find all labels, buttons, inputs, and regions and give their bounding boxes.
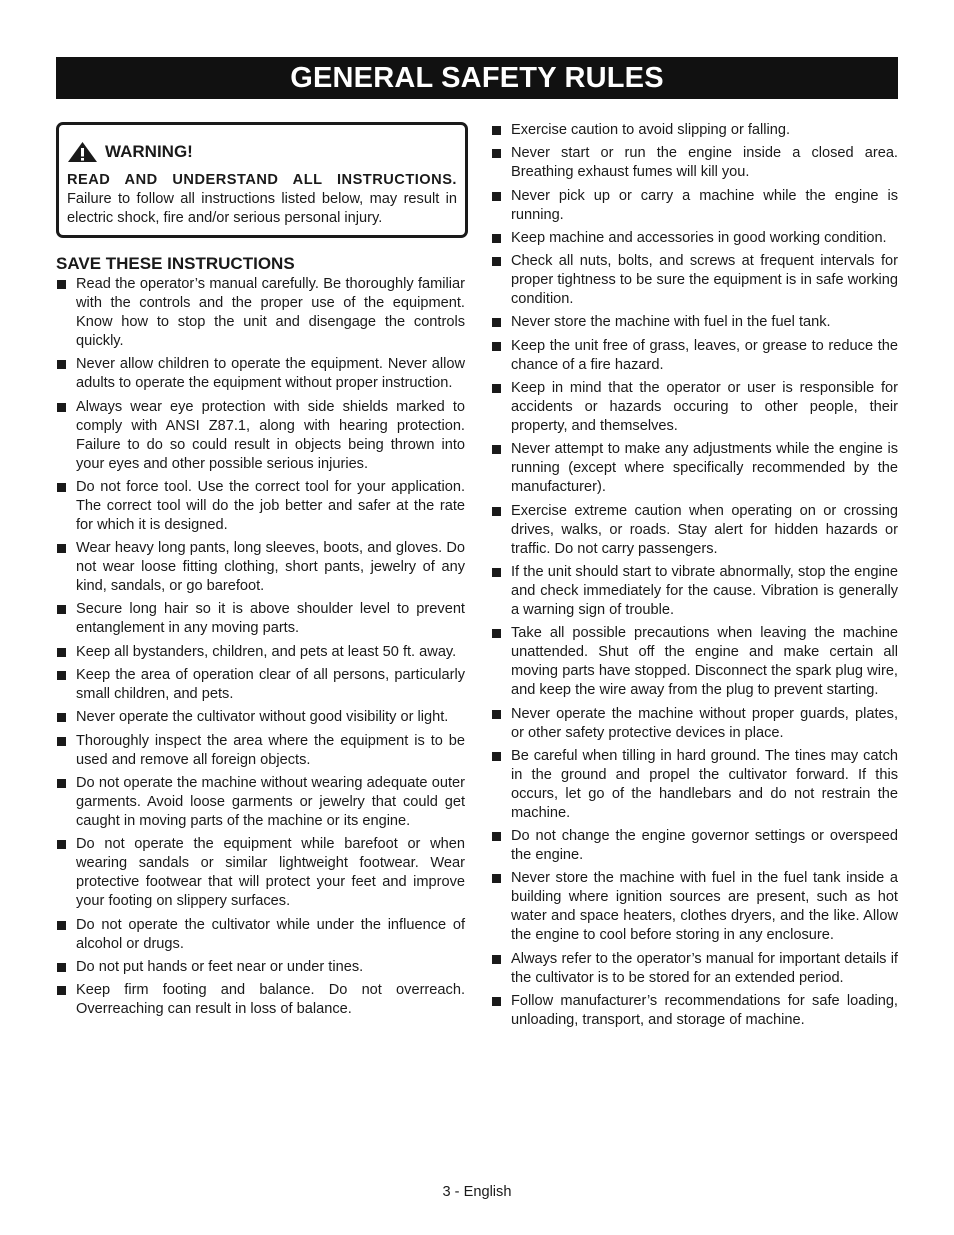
list-item bbox=[56, 478, 465, 535]
list-item bbox=[491, 252, 898, 309]
bullet-square-icon bbox=[57, 671, 66, 680]
list-item-text: Keep all bystanders, children, and pets at least 50 ft. away. bbox=[76, 643, 457, 660]
list-item bbox=[56, 539, 465, 596]
bullet-square-icon bbox=[57, 921, 66, 930]
list-item bbox=[56, 916, 465, 954]
warning-lead: READ AND UNDERSTAND ALL INSTRUCTIONS. bbox=[67, 172, 457, 188]
list-item bbox=[491, 992, 898, 1030]
right-column bbox=[491, 121, 898, 1034]
bullet-square-icon bbox=[492, 568, 501, 577]
list-item bbox=[491, 313, 898, 332]
list-item bbox=[491, 187, 898, 225]
list-item-text: Always wear eye protection with side shields marked to comply with ANSI Z87.1, along with hearing protection. Failure to do so could result in objects being thrown into your eyes and other possible serious injuries. bbox=[76, 398, 465, 472]
list-item bbox=[491, 144, 898, 182]
left-column bbox=[56, 122, 465, 1023]
list-item-text: Do not change the engine governor settings or overspeed the engine. bbox=[511, 828, 898, 864]
list-item bbox=[491, 379, 898, 436]
list-item-text: Be careful when tilling in hard ground. The tines may catch in the ground and propel the cultivator forward. If this occurs, let go of the handlebars and do not restrain the machine. bbox=[511, 747, 898, 821]
list-item bbox=[491, 563, 898, 620]
list-item-text: Keep machine and accessories in good working condition. bbox=[511, 229, 887, 246]
bullet-square-icon bbox=[57, 648, 66, 657]
list-item bbox=[491, 827, 898, 865]
list-item bbox=[56, 600, 465, 638]
bullet-square-icon bbox=[57, 713, 66, 722]
bullet-square-icon bbox=[492, 257, 501, 266]
list-item-text: Take all possible precautions when leaving the machine unattended. Shut off the engine and make certain all moving parts have stopped. Disconnect the spark plug wire, and keep the wire away from the plug to prevent starting. bbox=[511, 625, 898, 699]
page-title: GENERAL SAFETY RULES bbox=[290, 61, 664, 94]
list-item bbox=[491, 229, 898, 248]
list-item bbox=[491, 705, 898, 743]
bullet-square-icon bbox=[492, 318, 501, 327]
bullet-square-icon bbox=[57, 544, 66, 553]
bullet-square-icon bbox=[57, 605, 66, 614]
warning-triangle-icon bbox=[67, 141, 98, 163]
list-item-text: If the unit should start to vibrate abnormally, stop the engine and check immediately for the cause. Vibration is generally a warning sign of trouble. bbox=[511, 563, 898, 618]
list-item-text: Never operate the cultivator without good visibility or light. bbox=[76, 709, 449, 726]
bullet-square-icon bbox=[492, 955, 501, 964]
list-item bbox=[491, 950, 898, 988]
warning-body bbox=[67, 171, 457, 228]
bullet-square-icon bbox=[492, 874, 501, 883]
bullet-square-icon bbox=[492, 710, 501, 719]
bullet-square-icon bbox=[492, 126, 501, 135]
list-item-text: Keep firm footing and balance. Do not overreach. Overreaching can result in loss of balance. bbox=[76, 982, 465, 1018]
list-item bbox=[56, 398, 465, 474]
list-item-text: Never store the machine with fuel in the fuel tank inside a building where ignition sources are present, such as hot water and space heaters, clothes dryers, and the like. Allow the engine to cool before storing in any enclosure. bbox=[511, 870, 898, 944]
bullet-square-icon bbox=[492, 507, 501, 516]
list-item-text: Keep in mind that the operator or user is responsible for accidents or hazards occuring to other people, their property, and themselves. bbox=[511, 380, 898, 435]
list-item-text: Never pick up or carry a machine while the engine is running. bbox=[511, 187, 898, 223]
list-item bbox=[491, 747, 898, 823]
warning-header bbox=[67, 141, 457, 163]
bullet-square-icon bbox=[492, 149, 501, 158]
bullet-square-icon bbox=[57, 840, 66, 849]
bullet-square-icon bbox=[57, 280, 66, 289]
list-item-text: Do not operate the machine without wearing adequate outer garments. Avoid loose garments or jewelry that could get caught in moving parts of the machine or its engine. bbox=[76, 774, 465, 829]
list-item bbox=[491, 869, 898, 945]
list-item-text: Never start or run the engine inside a closed area. Breathing exhaust fumes will kill you. bbox=[511, 145, 898, 181]
list-item bbox=[56, 835, 465, 911]
bullet-square-icon bbox=[57, 403, 66, 412]
list-item bbox=[56, 643, 465, 662]
bullet-square-icon bbox=[492, 234, 501, 243]
list-item-text: Never attempt to make any adjustments while the engine is running (except where specifically recommended by the manufacturer). bbox=[511, 441, 898, 496]
list-item-text: Read the operator’s manual carefully. Be thoroughly familiar with the controls and the proper use of the equipment. Know how to stop the unit and disengage the controls quickly. bbox=[76, 276, 465, 349]
bullet-square-icon bbox=[492, 629, 501, 638]
list-item bbox=[56, 774, 465, 831]
bullet-square-icon bbox=[57, 360, 66, 369]
bullet-square-icon bbox=[492, 752, 501, 761]
list-item bbox=[491, 121, 898, 140]
list-item-text: Never store the machine with fuel in the fuel tank. bbox=[511, 314, 831, 331]
list-item bbox=[56, 275, 465, 351]
list-item bbox=[56, 958, 465, 977]
bullet-square-icon bbox=[492, 384, 501, 393]
list-item bbox=[491, 337, 898, 375]
list-item bbox=[56, 355, 465, 393]
bullet-square-icon bbox=[57, 737, 66, 746]
list-item bbox=[56, 732, 465, 770]
bullet-square-icon bbox=[492, 997, 501, 1006]
list-item-text: Never allow children to operate the equipment. Never allow adults to operate the equipment without proper instruction. bbox=[76, 356, 465, 392]
left-bullet-list bbox=[56, 275, 465, 1019]
list-item-text: Keep the area of operation clear of all persons, particularly small children, and pets. bbox=[76, 667, 465, 703]
list-item bbox=[491, 502, 898, 559]
list-item bbox=[491, 440, 898, 497]
list-item bbox=[491, 624, 898, 700]
bullet-square-icon bbox=[57, 963, 66, 972]
list-item-text: Do not put hands or feet near or under tines. bbox=[76, 958, 364, 975]
bullet-square-icon bbox=[57, 986, 66, 995]
bullet-square-icon bbox=[57, 483, 66, 492]
list-item-text: Do not operate the equipment while barefoot or when wearing sandals or similar lightweight footwear. Wear protective footwear that will protect your feet and improve your footing on slippery surfaces. bbox=[76, 836, 465, 910]
list-item-text: Always refer to the operator’s manual for important details if the cultivator is to be stored for an extended period. bbox=[511, 950, 898, 986]
bullet-square-icon bbox=[492, 342, 501, 351]
right-bullet-list bbox=[491, 121, 898, 1030]
bullet-square-icon bbox=[492, 832, 501, 841]
title-bar bbox=[56, 57, 898, 99]
list-item bbox=[56, 981, 465, 1019]
list-item bbox=[56, 708, 465, 727]
section-title: SAVE THESE INSTRUCTIONS bbox=[56, 254, 295, 273]
list-item bbox=[56, 666, 465, 704]
warning-text: Failure to follow all instructions listed below, may result in electric shock, fire and/or serious personal injury. bbox=[67, 191, 457, 226]
bullet-square-icon bbox=[57, 779, 66, 788]
warning-box bbox=[56, 122, 468, 238]
list-item-text: Exercise extreme caution when operating on or crossing drives, walks, or roads. Stay alert for hidden hazards or traffic. Do not carry passengers. bbox=[511, 502, 898, 557]
bullet-square-icon bbox=[492, 192, 501, 201]
list-item-text: Do not force tool. Use the correct tool for your application. The correct tool will do the job better and safer at the rate for which it is designed. bbox=[76, 478, 465, 533]
list-item-text: Check all nuts, bolts, and screws at frequent intervals for proper tightness to be sure the equipment is in safe working condition. bbox=[511, 253, 898, 308]
list-item-text: Never operate the machine without proper guards, plates, or other safety protective devices in place. bbox=[511, 705, 898, 741]
list-item-text: Secure long hair so it is above shoulder level to prevent entanglement in any moving parts. bbox=[76, 601, 465, 637]
list-item-text: Follow manufacturer’s recommendations for safe loading, unloading, transport, and storage of machine. bbox=[511, 993, 898, 1029]
page-footer: 3 - English bbox=[442, 1184, 512, 1200]
warning-title: WARNING! bbox=[105, 142, 193, 161]
list-item-text: Exercise caution to avoid slipping or falling. bbox=[511, 122, 791, 138]
list-item-text: Wear heavy long pants, long sleeves, boots, and gloves. Do not wear loose fitting clothing, short pants, jewelry of any kind, sandals, or go barefoot. bbox=[76, 540, 465, 595]
list-item-text: Thoroughly inspect the area where the equipment is to be used and remove all foreign objects. bbox=[76, 732, 465, 768]
list-item-text: Do not operate the cultivator while under the influence of alcohol or drugs. bbox=[76, 916, 465, 952]
list-item-text: Keep the unit free of grass, leaves, or grease to reduce the chance of a fire hazard. bbox=[511, 337, 898, 373]
bullet-square-icon bbox=[492, 445, 501, 454]
